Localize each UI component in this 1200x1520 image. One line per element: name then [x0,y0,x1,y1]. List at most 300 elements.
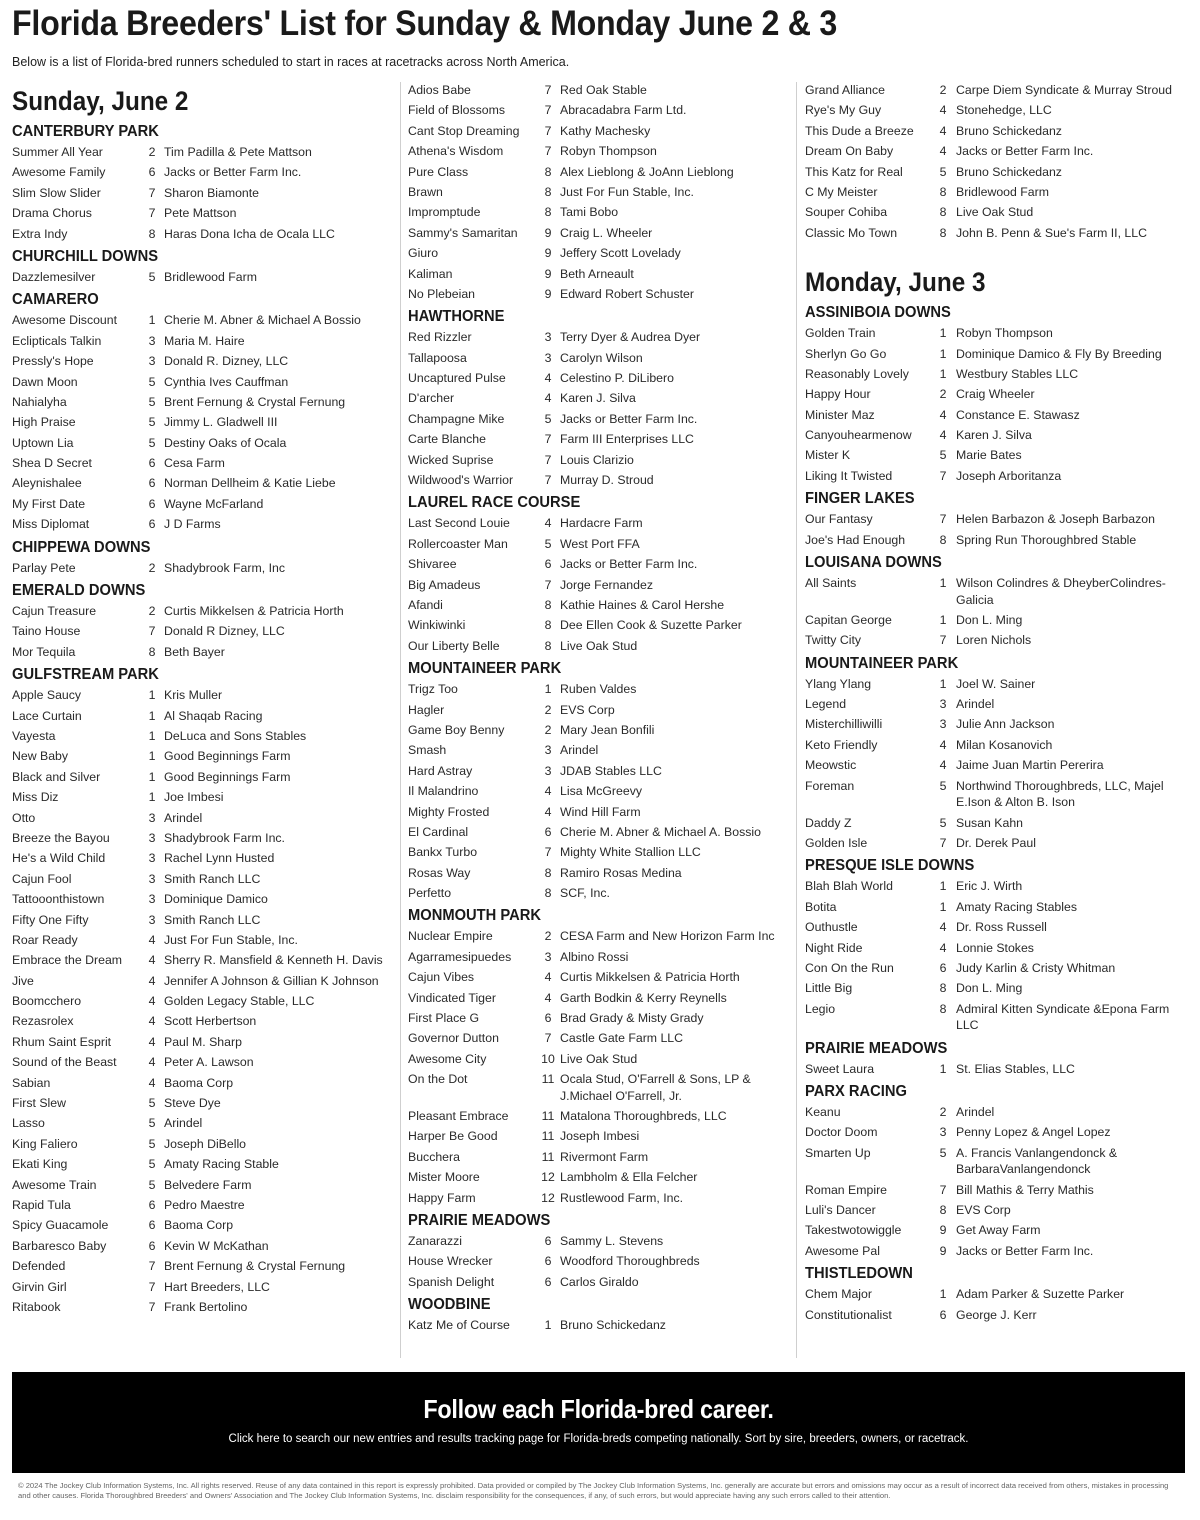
entry-row [805,80,1190,100]
horse-name: Field of Blossoms [408,103,506,118]
horse-name: On the Dot [408,1072,468,1087]
breeder-name: Al Shaqab Racing [164,708,263,723]
race-number: 8 [544,618,552,633]
horse-name: Awesome Discount [12,313,118,328]
race-number: 7 [939,468,947,483]
entry-row [408,554,788,574]
breeder-name: Curtis Mikkelsen & Patricia Horth [164,604,344,619]
race-number: 3 [544,743,552,758]
race-number: 1 [544,682,552,697]
horse-name: Miss Diplomat [12,517,90,532]
race-number: 9 [939,1223,947,1238]
breeder-name: Castle Gate Farm LLC [560,1031,684,1046]
breeder-name: Westbury Stables LLC [956,366,1079,381]
breeder-name: DeLuca and Sons Stables [164,728,307,743]
breeder-name: St. Elias Stables, LLC [956,1061,1075,1076]
race-number: 4 [939,123,947,138]
entry-row [408,1231,788,1251]
horse-name: Sabian [12,1075,51,1090]
entry-row [408,1315,788,1335]
breeder-name: Dee Ellen Cook & Suzette Parker [560,618,742,633]
entry-row [408,409,788,429]
entry-row [805,1284,1190,1304]
entry-row [805,755,1190,775]
entry-row [12,1134,392,1154]
horse-name: Cajun Vibes [408,970,475,985]
race-number: 5 [939,778,947,793]
race-number: 2 [544,702,552,717]
horse-name: Slim Slow Slider [12,185,101,200]
breeder-name: Get Away Farm [956,1223,1041,1238]
race-number: 4 [544,516,552,531]
breeder-name: Karen J. Silva [560,391,636,406]
entry-row [12,767,392,787]
breeder-name: Kathie Haines & Carol Hershe [560,597,725,612]
entry-row [12,706,392,726]
horse-name: Rhum Saint Esprit [12,1034,112,1049]
entry-row [12,1113,392,1133]
breeder-name: Kevin W McKathan [164,1238,269,1253]
entry-row [12,494,392,514]
entry-row [408,284,788,304]
track-heading: CHIPPEWA DOWNS [12,538,151,556]
race-number: 1 [939,879,947,894]
race-number: 6 [544,1011,552,1026]
race-number: 5 [544,411,552,426]
horse-name: Meowstic [805,758,857,773]
entry-row [12,331,392,351]
breeder-name: Kathy Machesky [560,123,651,138]
horse-name: Athena's Wisdom [408,144,504,159]
race-number: 8 [544,184,552,199]
breeder-name: Karen J. Silva [956,428,1032,443]
column-2 [408,80,788,1362]
entry-row [408,761,788,781]
track-heading: MOUNTAINEER PARK [805,654,959,672]
breeder-name: Robyn Thompson [956,326,1053,341]
breeder-name: Bridlewood Farm [164,269,257,284]
race-number: 3 [148,851,156,866]
track-heading: LAUREL RACE COURSE [408,494,581,512]
breeder-name: Dominique Damico & Fly By Breeding [956,346,1162,361]
race-number: 7 [544,123,552,138]
breeder-name: Live Oak Stud [956,205,1034,220]
race-number: 7 [939,835,947,850]
race-number: 7 [544,577,552,592]
horse-name: Awesome Train [12,1177,97,1192]
entry-row [408,595,788,615]
breeder-name: Jimmy L. Gladwell III [164,415,278,430]
horse-name: Little Big [805,981,853,996]
entry-row [408,679,788,699]
horse-name: Sweet Laura [805,1061,875,1076]
entry-row [12,453,392,473]
race-number: 9 [544,266,552,281]
breeder-name: Ramiro Rosas Medina [560,865,682,880]
race-number: 4 [148,1034,156,1049]
breeder-name: CESA Farm and New Horizon Farm Inc [560,929,775,944]
breeder-name: Baoma Corp [164,1075,234,1090]
entry-row [408,947,788,967]
entry-row [408,141,788,161]
breeder-name: Louis Clarizio [560,452,634,467]
horse-name: Legio [805,1001,836,1016]
horse-name: Con On the Run [805,960,894,975]
entry-row [12,1195,392,1215]
breeder-name: JDAB Stables LLC [560,763,662,778]
horse-name: Blah Blah World [805,879,893,894]
race-number: 7 [544,432,552,447]
race-number: 1 [148,313,156,328]
horse-name: He's a Wild Child [12,851,106,866]
breeder-name: Kris Muller [164,688,223,703]
breeder-name: Penny Lopez & Angel Lopez [956,1125,1111,1140]
page-title: Florida Breeders' List for Sunday & Monday June 2 & 3 [12,4,838,43]
breeder-name: Arindel [956,697,995,712]
race-number: 7 [544,1031,552,1046]
race-number: 10 [541,1051,555,1066]
entry-row [805,573,1190,610]
horse-name: Hagler [408,702,445,717]
horse-name: Keto Friendly [805,737,878,752]
race-number: 5 [148,1096,156,1111]
day-heading-sunday: Sunday, June 2 [12,86,189,116]
race-number: 8 [544,164,552,179]
race-number: 12 [541,1190,555,1205]
entry-row [12,1154,392,1174]
breeder-name: Farm III Enterprises LLC [560,432,694,447]
entry-row [12,848,392,868]
breeder-name: Carlos Giraldo [560,1274,639,1289]
race-number: 4 [544,371,552,386]
breeder-name: Just For Fun Stable, Inc. [560,184,694,199]
horse-name: Uncaptured Pulse [408,371,506,386]
race-number: 3 [148,333,156,348]
race-number: 7 [544,452,552,467]
breeder-name: Don L. Ming [956,981,1023,996]
horse-name: Shea D Secret [12,456,92,471]
breeder-name: West Port FFA [560,536,640,551]
horse-name: El Cardinal [408,824,469,839]
entry-row [12,1297,392,1317]
breeder-name: Joseph Imbesi [560,1129,640,1144]
entry-row [12,1277,392,1297]
horse-name: Taino House [12,624,81,639]
entry-row [408,264,788,284]
breeder-name: Jaime Juan Martin Pererira [956,758,1104,773]
breeder-name: Milan Kosanovich [956,737,1053,752]
breeder-name: Stonehedge, LLC [956,103,1052,118]
horse-name: Barbaresco Baby [12,1238,107,1253]
entry-row [805,1102,1190,1122]
horse-name: Golden Isle [805,835,868,850]
horse-name: Zanarazzi [408,1234,462,1249]
entry-row [805,100,1190,120]
race-number: 7 [148,206,156,221]
entry-row [12,685,392,705]
horse-name: Girvin Girl [12,1279,67,1294]
entry-row [408,1147,788,1167]
race-number: 4 [148,932,156,947]
breeder-name: Don L. Ming [956,612,1023,627]
breeder-name: Robyn Thompson [560,144,657,159]
race-number: 5 [939,164,947,179]
entry-row [12,991,392,1011]
entry-row [12,514,392,534]
breeder-name: Frank Bertolino [164,1299,248,1314]
horse-name: Spicy Guacamole [12,1218,109,1233]
race-number: 6 [148,476,156,491]
race-number: 7 [939,633,947,648]
horse-name: Nuclear Empire [408,929,493,944]
race-number: 5 [148,1116,156,1131]
horse-name: Boomcchero [12,994,82,1009]
race-number: 6 [148,1238,156,1253]
horse-name: Mor Tequila [12,644,76,659]
breeder-name: Celestino P. DiLibero [560,371,674,386]
breeder-name: EVS Corp [956,1203,1011,1218]
race-number: 4 [148,973,156,988]
breeder-name: Amaty Racing Stables [956,899,1077,914]
horse-name: Vayesta [12,728,56,743]
race-number: 3 [148,810,156,825]
horse-name: Defended [12,1259,66,1274]
entry-row [12,1011,392,1031]
entry-row [408,1106,788,1126]
horse-name: Otto [12,810,36,825]
breeder-name: Hardacre Farm [560,516,643,531]
entries-tracking-link[interactable]: Click here to search our new entries and results tracking page for Florida-breds competing nationally. Sort by sire, breeders, owners, or racetrack. [228,1433,969,1445]
breeder-name: Mighty White Stallion LLC [560,845,701,860]
entry-row [12,162,392,182]
horse-name: Governor Dutton [408,1031,499,1046]
breeder-name: Edward Robert Schuster [560,286,694,301]
breeder-name: Rachel Lynn Husted [164,851,275,866]
entry-row [408,450,788,470]
entry-row [805,1180,1190,1200]
entry-row [805,384,1190,404]
entry-row [408,223,788,243]
entry-row [408,1126,788,1146]
entry-row [12,412,392,432]
breeder-name: Constance E. Stawasz [956,407,1080,422]
breeder-name: Spring Run Thoroughbred Stable [956,532,1137,547]
copyright-footer: © 2024 The Jockey Club Information Systems, Inc. All rights reserved. Reuse of any data contained in this report is expressly prohibited. Data provided or compiled by The Jockey Club Information Systems, Inc. generally are accurate but errors and omissions may occur as a result of incorrect data received from others, mistakes in processing and other causes. Florida Thoroughbred Breeders' and Owners' Association and The Jockey Club Information Systems, Inc. disclaim responsibility for the consequences, if any, of such errors, but would appreciate having any such errors called to their attention. [18,1481,1169,1500]
breeder-name: Good Beginnings Farm [164,769,291,784]
breeder-name: Terry Dyer & Audrea Dyer [560,330,701,345]
horse-name: Doctor Doom [805,1125,878,1140]
horse-name: High Praise [12,415,76,430]
track-heading: PRAIRIE MEADOWS [805,1039,948,1057]
breeder-name: Wind Hill Farm [560,804,641,819]
race-number: 8 [544,886,552,901]
race-number: 9 [544,286,552,301]
race-number: 4 [544,804,552,819]
race-number: 6 [544,1254,552,1269]
horse-name: Cajun Fool [12,871,72,886]
race-number: 4 [544,970,552,985]
horse-name: Vindicated Tiger [408,990,496,1005]
entry-row [805,162,1190,182]
breeder-name: Scott Herbertson [164,1014,257,1029]
entry-row [805,202,1190,222]
race-number: 11 [541,1129,555,1144]
horse-name: Classic Mo Town [805,225,898,240]
entry-row [12,1215,392,1235]
entry-row [805,735,1190,755]
horse-name: Cant Stop Dreaming [408,123,520,138]
track-heading: CANTERBURY PARK [12,123,159,140]
race-number: 4 [939,737,947,752]
entry-row [408,1251,788,1271]
breeder-name: Susan Kahn [956,815,1024,830]
entry-row [12,1032,392,1052]
horse-name: Golden Train [805,326,876,341]
breeder-name: Golden Legacy Stable, LLC [164,994,315,1009]
track-heading: EMERALD DOWNS [12,582,146,600]
entry-row [12,621,392,641]
entry-row [12,1052,392,1072]
horse-name: Pleasant Embrace [408,1109,509,1124]
horse-name: Luli's Dancer [805,1203,876,1218]
track-heading: FINGER LAKES [805,490,915,508]
entry-row [805,223,1190,243]
breeder-name: Shadybrook Farm, Inc [164,560,285,575]
entry-row [408,1049,788,1069]
breeder-name: Northwind Thoroughbreds, LLC, Majel E.Ison & Alton B. Ison [956,778,1164,810]
breeder-name: Jorge Fernandez [560,577,653,592]
horse-name: Dream On Baby [805,144,894,159]
race-number: 12 [541,1170,555,1185]
entry-row [805,364,1190,384]
breeder-name: Rivermont Farm [560,1149,649,1164]
entry-row [12,1093,392,1113]
breeder-name: Lambholm & Ella Felcher [560,1170,698,1185]
horse-name: Adios Babe [408,83,471,97]
breeder-name: Steve Dye [164,1096,221,1111]
breeder-name: Garth Bodkin & Kerry Reynells [560,990,727,1005]
entry-row [408,182,788,202]
breeder-name: Bruno Schickedanz [956,164,1062,179]
entry-row [805,1059,1190,1079]
race-number: 8 [939,1203,947,1218]
horse-name: Keanu [805,1104,841,1119]
breeder-name: Abracadabra Farm Ltd. [560,103,687,118]
race-number: 7 [148,1259,156,1274]
horse-name: Pressly's Hope [12,354,94,369]
race-number: 7 [544,144,552,159]
entry-row [12,558,392,578]
race-number: 5 [148,1177,156,1192]
entry-row [12,1175,392,1195]
horse-name: Summer All Year [12,145,103,159]
entry-row [408,926,788,946]
race-number: 4 [148,994,156,1009]
entry-row [805,1200,1190,1220]
breeder-name: Bruno Schickedanz [956,123,1062,138]
breeder-name: Tim Padilla & Pete Mattson [164,145,312,159]
breeder-name: Bruno Schickedanz [560,1318,666,1333]
race-number: 6 [148,1197,156,1212]
race-number: 7 [544,473,552,488]
breeder-name: Brent Fernung & Crystal Fernung [164,394,346,409]
race-number: 7 [939,512,947,527]
entry-row [12,950,392,970]
horse-name: Chem Major [805,1287,872,1302]
entry-row [408,368,788,388]
track-heading: MONMOUTH PARK [408,907,542,925]
entry-row [408,863,788,883]
race-number: 1 [148,728,156,743]
breeder-name: George J. Kerr [956,1307,1037,1322]
breeder-name: Mary Jean Bonfili [560,722,655,737]
entry-row [12,142,392,162]
entry-row [12,889,392,909]
horse-name: Hard Astray [408,763,473,778]
entry-row [12,1236,392,1256]
horse-name: Our Liberty Belle [408,638,500,653]
race-number: 7 [544,83,552,97]
breeder-name: Rustlewood Farm, Inc. [560,1190,684,1205]
horse-name: Dawn Moon [12,374,78,389]
breeder-name: Albino Rossi [560,949,629,964]
entry-row [805,1220,1190,1240]
race-number: 3 [544,330,552,345]
banner-headline: Follow each Florida-bred career. [423,1394,774,1424]
race-number: 8 [939,225,947,240]
race-number: 4 [939,407,947,422]
horse-name: Kaliman [408,266,453,281]
horse-name: Parlay Pete [12,560,76,575]
horse-name: Outhustle [805,920,858,935]
race-number: 3 [544,949,552,964]
entry-row [805,694,1190,714]
entry-row [408,822,788,842]
race-number: 8 [939,532,947,547]
race-number: 9 [939,1243,947,1258]
breeder-name: Good Beginnings Farm [164,749,291,764]
race-number: 11 [541,1109,555,1124]
breeder-name: Norman Dellheim & Katie Liebe [164,476,336,491]
horse-name: Smash [408,743,447,758]
horse-name: Breeze the Bayou [12,830,110,845]
race-number: 5 [148,1157,156,1172]
entry-row [805,1241,1190,1261]
race-number: 1 [148,790,156,805]
race-number: 4 [939,940,947,955]
horse-name: Big Amadeus [408,577,481,592]
breeder-name: Destiny Oaks of Ocala [164,435,287,450]
entry-row [408,429,788,449]
horse-name: House Wrecker [408,1254,493,1269]
horse-name: Jive [12,973,34,988]
race-number: 6 [148,165,156,180]
entry-row [408,842,788,862]
column-divider [400,82,401,1358]
entry-row [805,630,1190,650]
race-number: 8 [544,205,552,220]
horse-name: Uptown Lia [12,435,74,450]
entry-row [805,610,1190,630]
breeder-name: Joseph DiBello [164,1136,247,1151]
race-number: 5 [148,415,156,430]
entry-row [805,999,1190,1036]
entry-row [805,938,1190,958]
breeder-name: Beth Arneault [560,266,634,281]
entry-row [408,1272,788,1292]
breeder-name: Alex Lieblong & JoAnn Lieblong [560,164,734,179]
race-number: 7 [148,1279,156,1294]
